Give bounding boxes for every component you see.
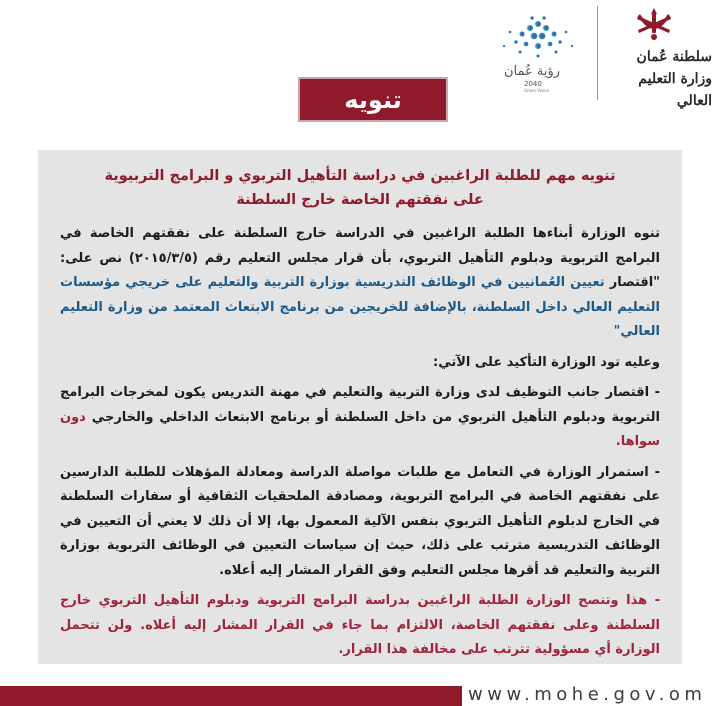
footer-bar: [0, 686, 462, 706]
intro-text: تنوه الوزارة أبناءها الطلبة الراغبين في الدراسة خارج السلطنة على نفقتهم الخاصة في البرامج التربوية ودبلوم التأهيل التربوي، بأن قرار مجلس التعليم رقم (٢٠١٥/٣/٥) نص على: "اقتصار: [60, 226, 660, 290]
confirm-line: وعليه تود الوزارة التأكيد على الآتي:: [433, 354, 660, 370]
notice-heading-line2: على نفقتهم الخاصة خارج السلطنة: [236, 192, 484, 208]
intro-paragraph: [60, 222, 660, 345]
vision-logo-sub: Oman Vision: [524, 88, 550, 93]
point-1-text: - اقتصار جانب التوظيف لدى وزارة التربية والتعليم في مهنة التدريس يكون لمخرجات البرامج التربوية ودبلوم التأهيل التربوي من داخل السلطنة أو برنامج الابتعاث الداخلي والخارجي: [60, 385, 660, 425]
point-3: - هذا وتنصح الوزارة الطلبة الراغبين بدراسة البرامج التربوية ودبلوم التأهيل التربوي خارج السلطنة وعلى نفقتهم الخاصة، الالتزام بما جاء في القرار المشار إليه أعلاه. ولن تتحمل الوزارة أي مسؤولية تترتب على مخالفة هذا القرار.: [60, 593, 660, 657]
footer-website-link[interactable]: www.mohe.gov.om: [468, 684, 707, 705]
vision-logo-text: رؤية عُمان: [504, 64, 561, 79]
notice-panel: [38, 150, 682, 664]
point-1: [60, 381, 660, 455]
oman-emblem-icon: [632, 4, 676, 44]
notice-body: [60, 222, 660, 663]
ministry-name-line2: وزارة التعليم العالي: [638, 71, 712, 109]
vision-dots-icon: [438, 6, 588, 66]
notice-heading-line1: تنويه مهم للطلبة الراغبين في دراسة التأهيل التربوي و البرامج التربيوية: [104, 168, 616, 184]
ministry-logo: [600, 4, 712, 109]
ministry-name: [600, 46, 712, 112]
notice-title-box: [298, 77, 448, 122]
point-1-emphasis: دون سواها.: [60, 409, 660, 449]
point-2: - استمرار الوزارة في التعامل مع طلبات مواصلة الدراسة ومعادلة المؤهلات للطلبة الدارسين على نفقتهم الخاصة في البرامج التربوية، ومصادقة الملحقيات الثقافية أو سفارات السلطنة في الخارج لدبلوم التأهيل التربوي بنفس الآلية المعمول بها، إلا أن ذلك لا يعني أن التعيين في الوظائف التدريسية مترتب على ذلك، حيث إن سياسات التعيين في الوظائف التربوية بوزارة التربية والتعليم قد أقرها مجلس التعليم وفق القرار المشار إليه أعلاه.: [60, 464, 660, 578]
page-title: تنويه: [344, 85, 402, 114]
vision-logo-year: 2040: [524, 80, 542, 88]
ministry-name-line1: سلطنة عُمان: [636, 49, 712, 65]
oman-vision-logo: [438, 6, 588, 98]
decision-quote: تعيين العُمانيين في الوظائف التدريسية بوزارة التربية والتعليم على خريجي مؤسسات التعليم العالي داخل السلطنة، بالإضافة للخريجين من برنامج الابتعاث المعتمد من وزارة التعليم العالي": [60, 275, 660, 339]
logo-divider: [597, 6, 598, 100]
